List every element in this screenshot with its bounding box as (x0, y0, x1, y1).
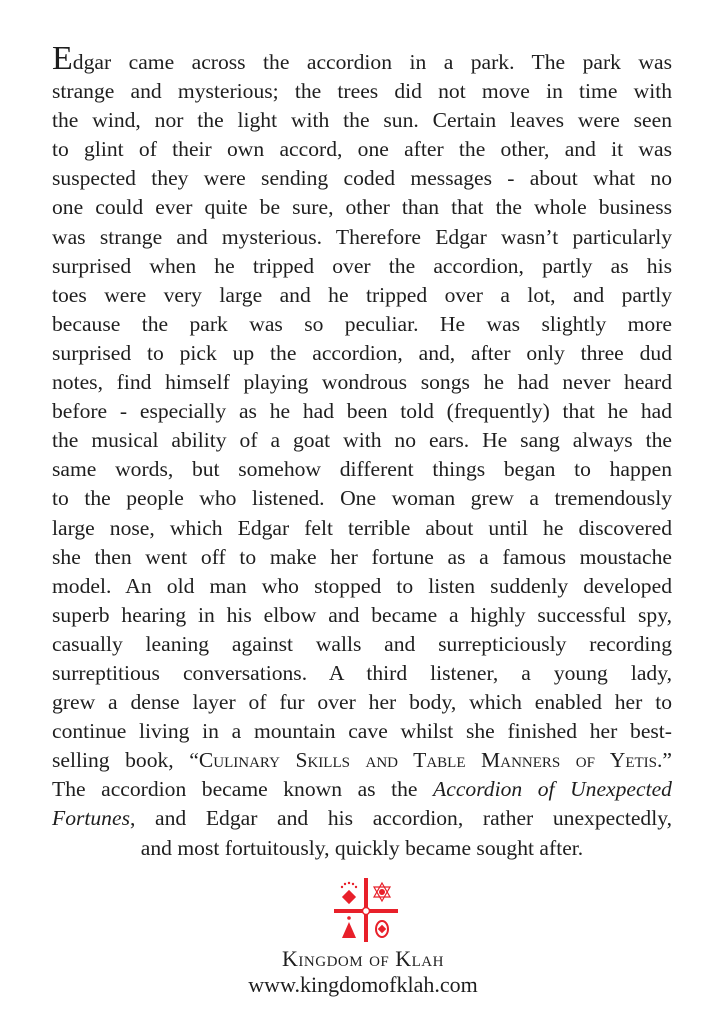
story-line-known (52, 775, 672, 804)
story-line: superb hearing in his elbow and became a highly successful spy, (52, 602, 672, 627)
book-line-prefix: selling book, “ (52, 748, 199, 773)
oval-diamond-icon (376, 921, 388, 937)
story-line: she then went off to make her fortune as a famous moustache (52, 544, 672, 569)
accordion-title-part1: Accordion of Unexpected (433, 777, 672, 802)
story-line: the wind, nor the light with the sun. Certain leaves were seen (52, 108, 672, 133)
story-last-line: and most fortuitously, quickly became sought after. (140, 835, 584, 860)
story-line-text: dgar came across the accordion in a park. The park was (72, 50, 672, 74)
story-line: one could ever quite be sure, other than that the whole business (52, 195, 672, 220)
book-line-suffix: ” (662, 748, 672, 773)
story-line: notes, find himself playing wondrous songs he had never heard (52, 370, 672, 395)
story-line: to the people who listened. One woman grew a tremendously (52, 486, 672, 511)
story-line: strange and mysterious; the trees did not move in time with (52, 79, 672, 104)
known-prefix: The accordion became known as the (52, 777, 434, 802)
story-line: continue living in a mountain cave whilst she finished her best- (52, 719, 672, 744)
story-line: large nose, which Edgar felt terrible about until he discovered (52, 515, 672, 540)
brand-name: Kingdom of Klah (282, 946, 444, 971)
story-line-fortunes (52, 804, 672, 833)
fortunes-rest: , and Edgar and his accordion, rather unexpectedly, (129, 806, 672, 831)
story-line-book (52, 746, 672, 775)
logo-center-ring (363, 908, 370, 915)
drop-cap: E (52, 40, 73, 77)
dotted-diamond-icon (341, 882, 357, 904)
story-line: before - especially as he had been told (frequently) that he had (52, 399, 672, 424)
story-text (52, 40, 672, 863)
cone-icon (342, 916, 356, 938)
story-line: to glint of their own accord, one after the other, and it was (52, 137, 672, 162)
star-of-david-icon (374, 883, 390, 901)
story-line: the musical ability of a goat with no ears. He sang always the (52, 428, 672, 453)
story-line: grew a dense layer of fur over her body, which enabled her to (52, 690, 672, 715)
kingdom-logo-icon (326, 878, 406, 942)
accordion-title-part2: Fortunes (52, 806, 130, 831)
story-line-1 (52, 40, 672, 77)
story-line: surprised when he tripped over the accordion, partly as his (52, 253, 672, 278)
story-line: same words, but somehow different things began to happen (52, 457, 672, 482)
website-url[interactable]: www.kingdomofklah.com (248, 972, 478, 997)
story-line: suspected they were sending coded messages - about what no (52, 166, 672, 191)
story-line: because the park was so peculiar. He was slightly more (52, 311, 672, 336)
story-line: casually leaning against walls and surrepticiously recording (52, 631, 672, 656)
story-line: surprised to pick up the accordion, and, after only three dud (52, 340, 672, 365)
story-line: was strange and mysterious. Therefore Edgar wasn’t particularly (52, 224, 672, 249)
story-line: surreptitious conversations. A third listener, a young lady, (52, 660, 672, 685)
story-line: toes were very large and he tripped over a lot, and partly (52, 282, 672, 307)
book-title: Culinary Skills and Table Manners of Yetis. (198, 748, 663, 773)
story-line: model. An old man who stopped to listen suddenly developed (52, 573, 672, 598)
